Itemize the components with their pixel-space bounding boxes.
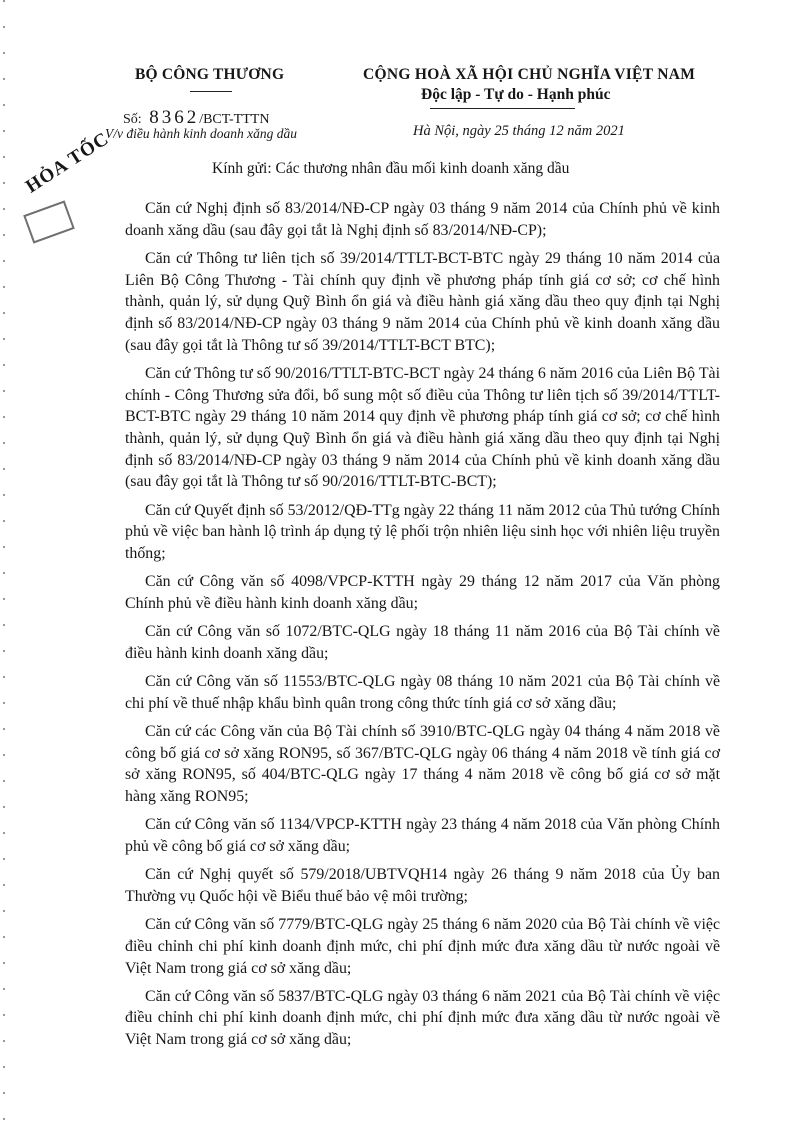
- doc-number-label: Số:: [123, 112, 142, 127]
- urgent-stamp: HỎA TỐC: [22, 128, 113, 198]
- national-motto: Độc lập - Tự do - Hạnh phúc: [421, 86, 611, 103]
- motto-underline: [430, 108, 575, 109]
- scan-punch-marks: [3, 0, 5, 1131]
- document-body: [125, 198, 720, 1057]
- issuing-ministry: BỘ CÔNG THƯƠNG: [135, 66, 285, 83]
- ministry-underline: [190, 91, 232, 92]
- basis-paragraph: Căn cứ Công văn số 7779/BTC-QLG ngày 25 tháng 6 năm 2020 của Bộ Tài chính về việc điều chỉnh chi phí kinh doanh định mức, chi phí định mức đưa xăng dầu từ nước ngoài về Việt Nam trong giá cơ sở xăng dầu;: [125, 916, 720, 977]
- basis-paragraph: Căn cứ Công văn số 5837/BTC-QLG ngày 03 tháng 6 năm 2021 của Bộ Tài chính về việc điều chỉnh chi phí kinh doanh định mức, chi phí định mức đưa xăng dầu từ nước ngoài về Việt Nam trong giá cơ sở xăng dầu;: [125, 987, 720, 1049]
- document-subject: V/v điều hành kinh doanh xăng dầu: [105, 126, 297, 141]
- basis-paragraph: Căn cứ các Công văn của Bộ Tài chính số 3910/BTC-QLG ngày 04 tháng 4 năm 2018 về công bố giá cơ sở xăng RON95, số 367/BTC-QLG ngày 06 tháng 4 năm 2018 về tính giá cơ sở xăng RON95, số 404/BTC-QLG ngày 17 tháng 4 năm 2018 về công bố giá cơ sở mặt hàng xăng RON95;: [125, 722, 720, 806]
- place-and-date: Hà Nội, ngày 25 tháng 12 năm 2021: [413, 123, 625, 139]
- national-title: CỘNG HOÀ XÃ HỘI CHỦ NGHĨA VIỆT NAM: [363, 66, 696, 83]
- basis-paragraph: Căn cứ Nghị quyết số 579/2018/UBTVQH14 ngày 26 tháng 9 năm 2018 của Ủy ban Thường vụ Quốc hội về Biểu thuế bảo vệ môi trường;: [125, 866, 720, 905]
- basis-paragraph: Căn cứ Quyết định số 53/2012/QĐ-TTg ngày 22 tháng 11 năm 2012 của Thủ tướng Chính phủ về việc ban hành lộ trình áp dụng tỷ lệ phối trộn nhiên liệu sinh học với nhiên liệu truyền thống;: [125, 501, 720, 563]
- basis-paragraph: Căn cứ Thông tư số 90/2016/TTLT-BTC-BCT ngày 24 tháng 6 năm 2016 của Liên Bộ Tài chính - Công Thương sửa đổi, bổ sung một số điều của Thông tư liên tịch số 39/2014/TTLT-BCT-BTC ngày 29 tháng 10 năm 2014 quy định về phương pháp tính giá cơ sở; cơ chế hình thành, quản lý, sử dụng Quỹ Bình ổn giá và điều hành giá xăng dầu theo quy định tại Nghị định số 83/2014/NĐ-CP ngày 03 tháng 9 năm 2014 của Chính phủ về kinh doanh xăng dầu (sau đây gọi tắt là Thông tư số 90/2016/TTLT-BTC-BCT);: [125, 364, 720, 491]
- stamp-box-icon: [23, 200, 75, 243]
- basis-paragraph: Căn cứ Thông tư liên tịch số 39/2014/TTLT-BCT-BTC ngày 29 tháng 10 năm 2014 của Liên Bộ Công Thương - Tài chính quy định về phương pháp tính giá cơ sở; cơ chế hình thành, quản lý, sử dụng Quỹ Bình ổn giá và điều hành giá xăng dầu theo quy định tại Nghị định số 83/2014/NĐ-CP ngày 03 tháng 9 năm 2014 của Chính phủ về kinh doanh xăng dầu (sau đây gọi tắt là Thông tư số 39/2014/TTLT-BCT BTC);: [125, 249, 720, 354]
- basis-paragraph: Căn cứ Công văn số 1072/BTC-QLG ngày 18 tháng 11 năm 2016 của Bộ Tài chính về điều hành kinh doanh xăng dầu;: [125, 623, 720, 662]
- basis-paragraph: Căn cứ Công văn số 11553/BTC-QLG ngày 08 tháng 10 năm 2021 của Bộ Tài chính về chi phí về thuế nhập khẩu bình quân trong công thức tính giá cơ sở xăng dầu;: [125, 673, 720, 712]
- addressee-line: Kính gửi: Các thương nhân đầu mối kinh doanh xăng dầu: [212, 160, 570, 177]
- basis-paragraph: Căn cứ Công văn số 1134/VPCP-KTTH ngày 23 tháng 4 năm 2018 của Văn phòng Chính phủ về công bố giá cơ sở xăng dầu;: [125, 816, 720, 855]
- doc-number-suffix: /BCT-TTTN: [199, 112, 270, 127]
- basis-paragraph: Căn cứ Công văn số 4098/VPCP-KTTH ngày 29 tháng 12 năm 2017 của Văn phòng Chính phủ về điều hành kinh doanh xăng dầu;: [125, 573, 720, 612]
- doc-number-value: 8362: [149, 107, 200, 128]
- basis-paragraph: Căn cứ Nghị định số 83/2014/NĐ-CP ngày 03 tháng 9 năm 2014 của Chính phủ về kinh doanh xăng dầu (sau đây gọi tắt là Nghị định số 83/2014/NĐ-CP);: [125, 200, 720, 239]
